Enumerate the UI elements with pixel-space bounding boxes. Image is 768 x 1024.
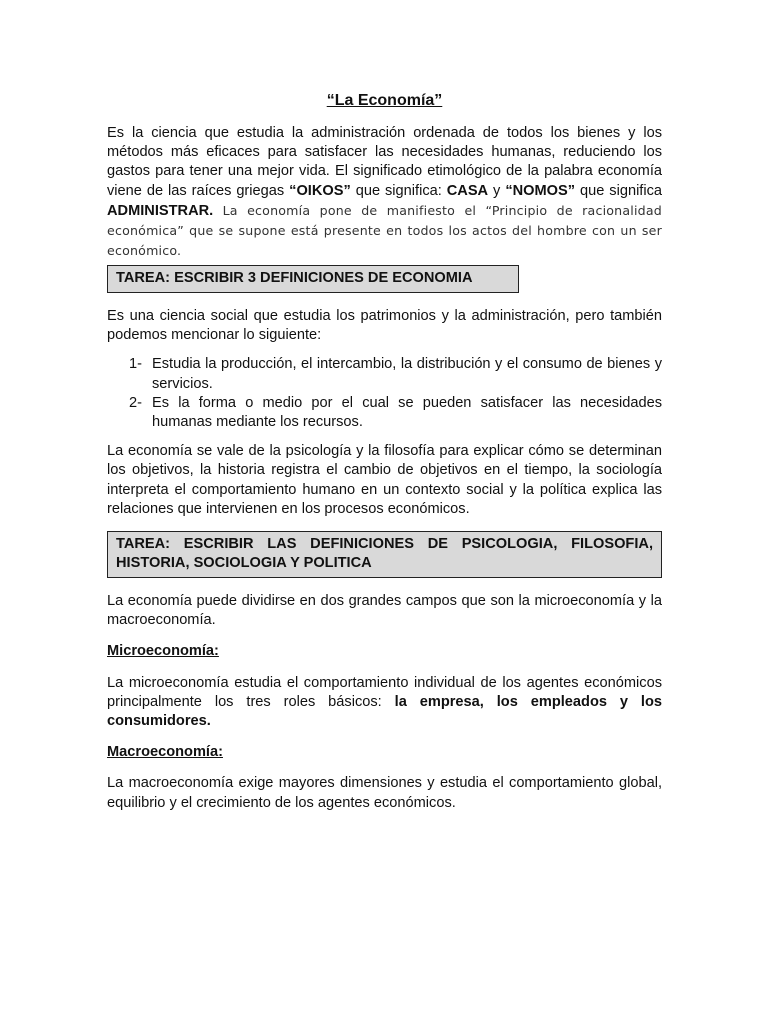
microeconomics-roles: la empresa, los empleados y los consumidores. [107, 693, 662, 729]
list-item-text: Estudia la producción, el intercambio, la distribución y el consumo de bienes y servicios. [152, 356, 662, 392]
science-paragraph: Es una ciencia social que estudia los patrimonios y la administración, pero también podemos mencionar lo siguiente: [107, 307, 662, 344]
fields-paragraph: La economía puede dividirse en dos grandes campos que son la microeconomía y la macroeconomía. [107, 592, 662, 629]
casa-term: CASA [446, 182, 489, 199]
list-item [107, 394, 662, 432]
list-item [107, 355, 662, 393]
definitions-list [107, 355, 662, 432]
oikos-term: “OIKOS” [289, 182, 351, 199]
document-title: “La Economía” [326, 92, 443, 109]
intro-text-4: que significa [575, 182, 663, 199]
macroeconomics-heading: Macroeconomía: [107, 744, 223, 761]
document-page [107, 90, 662, 813]
macroeconomics-paragraph: La macroeconomía exige mayores dimensiones y estudia el comportamiento global, equilibrio y el crecimiento de los agentes económicos. [107, 775, 662, 811]
list-item-number: 2- [129, 394, 142, 411]
list-item-text: Es la forma o medio por el cual se pueden satisfacer las necesidades humanas mediante los recursos. [152, 394, 662, 430]
nomos-term: “NOMOS” [505, 182, 576, 199]
intro-text-1: Es la ciencia que estudia la administración ordenada de todos los bienes y los métodos más eficaces para satisfacer las necesidades humanas, reduciendo los gastos para tener una mejor vida. El significado etimológico de la palabra economía viene de las raíces griegas [107, 125, 662, 199]
task-box-disciplines: TAREA: ESCRIBIR LAS DEFINICIONES DE PSICOLOGIA, FILOSOFIA, HISTORIA, SOCIOLOGIA Y POLITICA [107, 531, 662, 578]
intro-text-2: que significa: [350, 182, 447, 199]
microeconomics-heading: Microeconomía: [107, 643, 219, 660]
disciplines-paragraph: La economía se vale de la psicología y la filosofía para explicar cómo se determinan los objetivos, la historia registra el cambio de objetivos en el tiempo, la sociología interpreta el comportamiento humano en un contexto social y la política explica las relaciones que intervienen en los procesos económicos. [107, 443, 662, 517]
microeconomics-text: La microeconomía estudia el comportamiento individual de los agentes económicos principalmente los tres roles básicos: [107, 674, 662, 710]
list-item-number: 1- [129, 356, 142, 373]
microeconomics-paragraph [107, 674, 662, 732]
task-box-definitions: TAREA: ESCRIBIR 3 DEFINICIONES DE ECONOMIA [107, 265, 519, 293]
intro-text-5: La economía pone de manifiesto el “Principio de racionalidad económica” que se supone está presente en todos los actos del hombre con un ser económico. [107, 202, 662, 259]
intro-paragraph [107, 124, 662, 261]
intro-text-3: y [488, 182, 506, 199]
administrar-term: ADMINISTRAR. [107, 202, 214, 219]
